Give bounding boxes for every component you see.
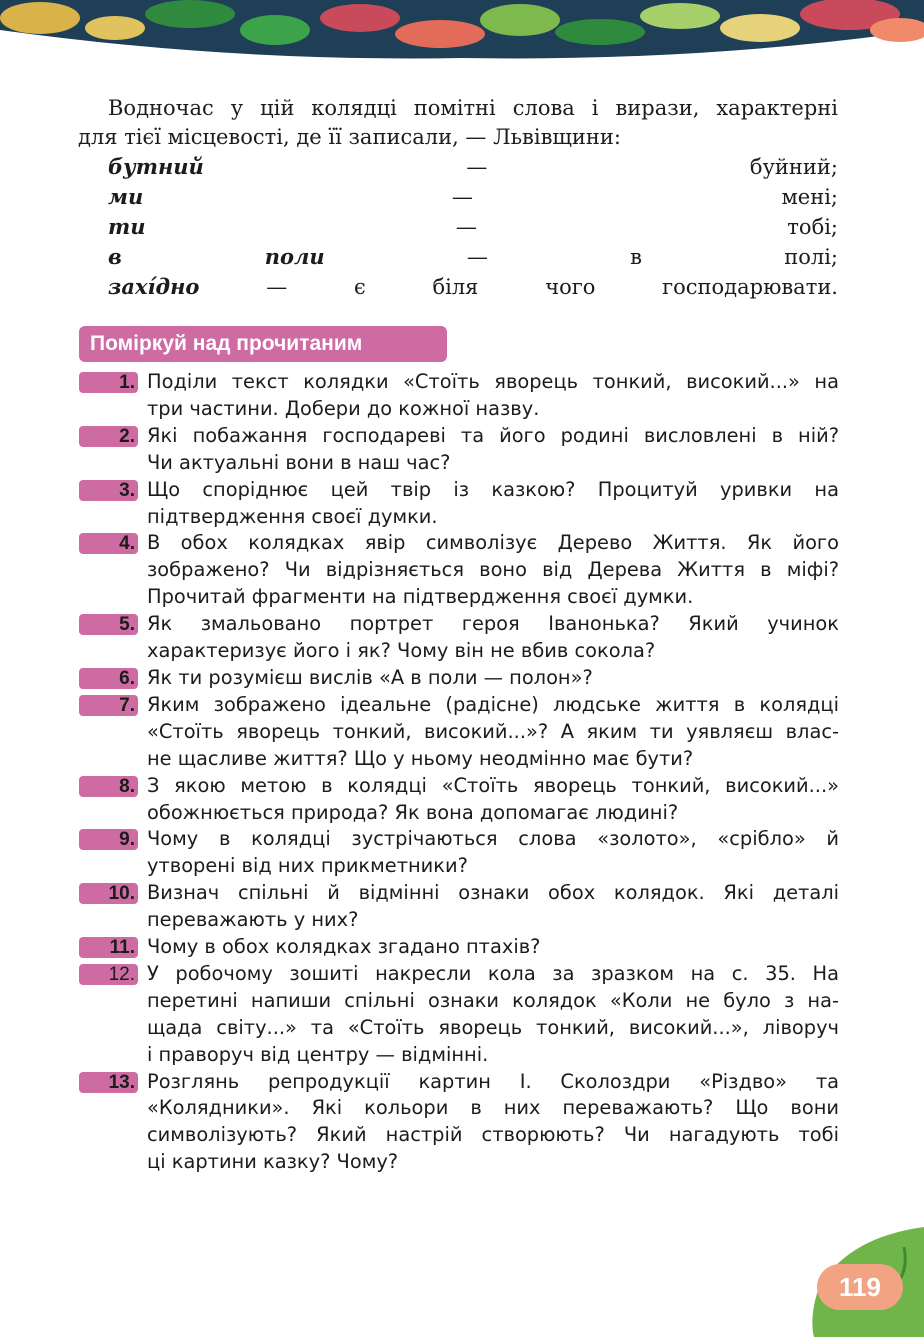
floral-header-illustration [0,0,924,60]
question-text-line: обожнюється природа? Як вона допомагає людині? [147,800,679,824]
question-item [79,880,839,934]
intro-paragraph [78,94,838,302]
question-text-line: Як ти розумієш вислів «А в поли — полон»? [147,665,593,689]
glossary-item [108,182,838,212]
question-text-line: З якою метою в колядці «Стоїть яворець тонкий, високий...» [147,773,839,797]
question-text-line: Чи актуальні вони в наш час? [147,450,451,474]
glossary-definition: — тобі; [145,215,838,239]
glossary-definition: — мені; [143,185,838,209]
question-item [79,665,839,692]
section-heading: Поміркуй над прочитаним [79,326,447,362]
question-number-badge: 7. [79,695,138,716]
question-text-line: Поділи текст колядки «Стоїть яворець тонкий, високий...» на [147,370,839,393]
question-text-line: переважають у них? [147,908,359,932]
question-item [79,826,839,880]
question-text-line: ці картини казку? Чому? [147,1150,399,1174]
question-number-badge: 4. [79,533,138,554]
question-text-line: Прочитай фрагменти на підтвердження своєї думки. [147,585,694,609]
question-item [79,530,839,611]
question-list [79,369,839,1176]
question-item [79,961,839,1069]
question-item [79,692,839,773]
glossary-term: ми [108,184,144,209]
question-number-badge: 6. [79,668,138,689]
question-number-badge: 2. [79,426,138,447]
glossary-definition: — буйний; [203,155,838,179]
question-number-badge: 3. [79,480,138,501]
question-text-line: перетині напиши спільні ознаки колядок «Коли не було з на- [147,988,839,1012]
question-text-line: Чому в обох колядках згадано птахів? [147,935,541,959]
question-item [79,934,839,961]
question-text-line: Що споріднює цей твір із казкою? Процитуй уривки на [147,477,839,501]
page-number-badge: 119 [817,1264,903,1310]
question-number-badge: 9. [79,829,138,850]
question-text-line: символізують? Який настрій створюють? Чи нагадують тобі [147,1123,839,1147]
glossary-list [108,152,838,302]
glossary-term: захі́дно [108,274,200,299]
question-text-line: Яким зображено ідеальне (радісне) людське життя в колядці [147,692,839,716]
question-text-line: У робочому зошиті накресли кола за зразком на с. 35. На [147,961,839,985]
question-text-line: підтвердження своєї думки. [147,504,438,528]
question-text-line: і праворуч від центру — відмінні. [147,1042,489,1066]
question-item [79,477,839,531]
question-text-line: Визнач спільні й відмінні ознаки обох колядок. Які деталі [147,881,839,905]
glossary-item [108,272,838,302]
question-text-line: три частини. Добери до кожної назву. [147,396,540,420]
glossary-term: бутний [108,154,204,179]
intro-line-2: для тієї місцевості, де її записали, — Львівщини: [78,125,621,149]
question-text-line: В обох колядках явір символізує Дерево Життя. Як його [147,531,839,555]
question-text-line: щада світу...» та «Стоїть яворець тонкий, високий...», ліворуч [147,1015,839,1039]
question-text-line: Як змальовано портрет героя Іванонька? Який учинок [147,612,839,636]
question-text-line: зображено? Чи відрізняється воно від Дерева Життя в міфі? [147,558,839,582]
question-number-badge: 8. [79,776,138,797]
question-text-line: «Стоїть яворець тонкий, високий...»? А яким ти уявляєш влас- [147,719,839,743]
question-number-badge: 13. [79,1072,138,1093]
glossary-term: ти [108,214,146,239]
glossary-definition: — є біля чого господарювати. [199,275,838,299]
question-item [79,1069,839,1177]
question-text-line: Розглянь репродукції картин І. Сколоздри «Різдво» та [147,1069,839,1093]
glossary-item [108,212,838,242]
intro-line-1: Водночас у цій колядці помітні слова і вирази, характерні [108,96,838,120]
question-text-line: характеризує його і як? Чому він не вбив сокола? [147,639,656,663]
question-number-badge: 12. [79,964,138,985]
question-text-line: Чому в колядці зустрічаються слова «золото», «срібло» й [147,827,839,851]
question-text-line: «Колядники». Які кольори в них переважають? Що вони [147,1096,839,1120]
glossary-item [108,152,838,182]
glossary-definition: — в полі; [324,245,838,269]
question-text-line: утворені від них прикметники? [147,854,468,878]
question-item [79,611,839,665]
question-number-badge: 5. [79,614,138,635]
glossary-item [108,242,838,272]
question-text-line: не щасливе життя? Що у ньому неодмінно має бути? [147,746,694,770]
question-text-line: Які побажання господареві та його родині висловлені в ній? [147,423,839,447]
question-item [79,423,839,477]
question-item [79,773,839,827]
question-number-badge: 1. [79,372,138,393]
question-number-badge: 11. [79,937,138,958]
question-number-badge: 10. [79,883,138,904]
question-item [79,369,839,423]
glossary-term: в поли [108,244,325,269]
